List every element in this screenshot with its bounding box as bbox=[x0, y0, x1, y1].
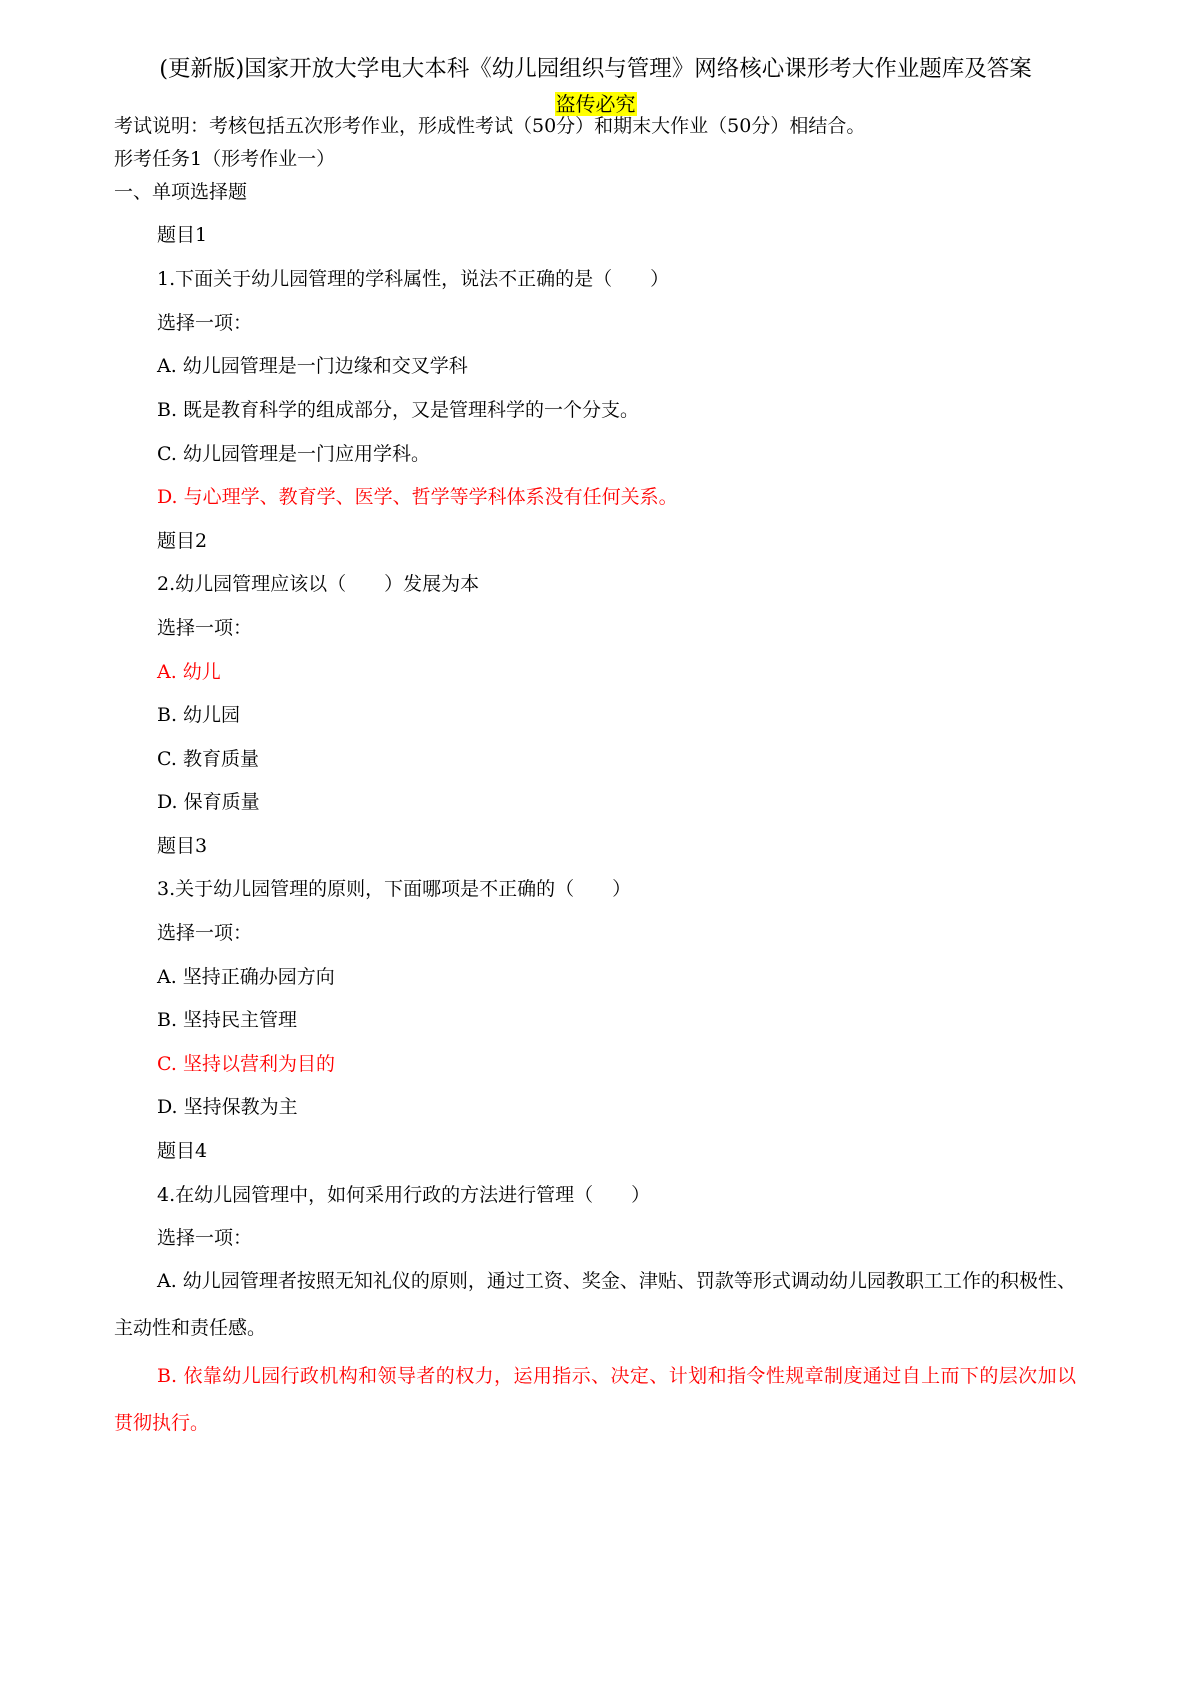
question-text: 3.关于幼儿园管理的原则，下面哪项是不正确的（ ） bbox=[157, 878, 632, 900]
choice-prompt: 选择一项： bbox=[157, 312, 253, 334]
document-title: (更新版)国家开放大学电大本科《幼儿园组织与管理》网络核心课形考大作业题库及答案 bbox=[159, 56, 1032, 82]
option-a-correct: A. 幼儿 bbox=[157, 661, 221, 683]
option-c: C. 幼儿园管理是一门应用学科。 bbox=[157, 443, 430, 465]
option-a: A. 幼儿园管理者按照无知礼仪的原则，通过工资、奖金、津贴、罚款等形式调动幼儿园教职工工作的积极性、主动性和责任感。 bbox=[114, 1270, 1076, 1339]
question-label: 题目2 bbox=[157, 530, 208, 552]
option-b: B. 幼儿园 bbox=[157, 704, 241, 726]
exam-note: 考试说明：考核包括五次形考作业，形成性考试（50分）和期末大作业（50分）相结合。 bbox=[114, 115, 866, 137]
question-label: 题目3 bbox=[157, 835, 208, 857]
option-b: B. 既是教育科学的组成部分，又是管理科学的一个分支。 bbox=[157, 399, 640, 421]
choice-prompt: 选择一项： bbox=[157, 922, 253, 944]
option-d-correct: D. 与心理学、教育学、医学、哲学等学科体系没有任何关系。 bbox=[157, 486, 678, 508]
question-text: 4.在幼儿园管理中，如何采用行政的方法进行管理（ ） bbox=[157, 1184, 651, 1206]
question-text: 2.幼儿园管理应该以（ ）发展为本 bbox=[157, 573, 480, 595]
option-d: D. 坚持保教为主 bbox=[157, 1096, 298, 1118]
highlighted-notice: 盗传必究 bbox=[555, 92, 636, 116]
option-c-correct: C. 坚持以营利为目的 bbox=[157, 1053, 335, 1075]
option-a: A. 坚持正确办园方向 bbox=[157, 966, 335, 988]
option-c: C. 教育质量 bbox=[157, 748, 259, 770]
question-label: 题目4 bbox=[157, 1140, 208, 1162]
option-d: D. 保育质量 bbox=[157, 791, 260, 813]
choice-prompt: 选择一项： bbox=[157, 1227, 253, 1249]
task-heading: 形考任务1（形考作业一） bbox=[114, 148, 336, 170]
question-label: 题目1 bbox=[157, 224, 208, 246]
option-a: A. 幼儿园管理是一门边缘和交叉学科 bbox=[157, 355, 468, 377]
option-b: B. 坚持民主管理 bbox=[157, 1009, 298, 1031]
choice-prompt: 选择一项： bbox=[157, 617, 253, 639]
section-heading: 一、单项选择题 bbox=[114, 181, 248, 203]
question-text: 1.下面关于幼儿园管理的学科属性，说法不正确的是（ ） bbox=[157, 268, 670, 290]
option-b-correct: B. 依靠幼儿园行政机构和领导者的权力，运用指示、决定、计划和指令性规章制度通过自上而下的层次加以贯彻执行。 bbox=[114, 1365, 1076, 1434]
